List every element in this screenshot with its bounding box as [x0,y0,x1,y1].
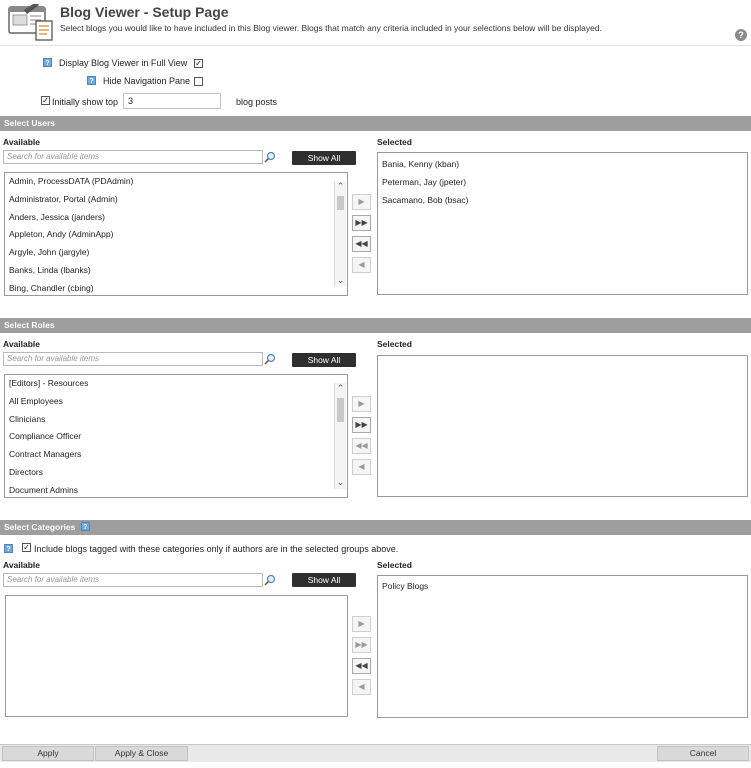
initial-show-label: Initially show top [52,97,119,107]
available-label: Available [3,339,41,349]
double-arrow-right-icon[interactable]: ▶▶ [352,215,371,231]
users-available-list[interactable] [4,172,348,296]
available-label: Available [3,560,41,570]
roles-selected-list[interactable] [377,355,748,497]
hide-nav-label: Hide Navigation Pane [103,76,191,86]
section-title: Select Categories [4,522,76,532]
help-icon[interactable]: ? [43,58,52,67]
list-item[interactable]: Argyle, John (jargyle) [9,247,90,258]
search-icon[interactable] [264,353,276,365]
available-label: Available [3,137,41,147]
include-categories-label: Include blogs tagged with these categories only if authors are in the selected groups above. [34,544,399,554]
scroll-thumb[interactable] [337,196,344,210]
selected-label: Selected [377,339,412,349]
selected-label: Selected [377,560,412,570]
page-description: Select blogs you would like to have included in this Blog viewer. Blogs that match any criteria included in your selections below will be displayed. [60,23,602,33]
double-arrow-left-icon[interactable]: ◀◀ [352,236,371,252]
list-item[interactable]: Document Admins [9,484,78,495]
apply-button[interactable]: Apply [2,746,94,761]
list-item[interactable]: Admin, ProcessDATA (PDAdmin) [9,176,134,186]
blog-setup-icon [6,4,56,42]
double-arrow-right-icon[interactable]: ▶▶ [352,417,371,433]
header-divider [0,45,751,46]
list-item[interactable]: Peterman, Jay (jpeter) [382,177,467,187]
arrow-right-icon[interactable]: ▶ [352,616,371,632]
scroll-down-icon[interactable]: ⌄ [336,275,345,285]
double-arrow-left-icon[interactable]: ◀◀ [352,658,371,674]
roles-available-list[interactable] [4,374,348,498]
initial-show-checkbox[interactable]: ✓ [42,96,49,105]
users-scrollbar[interactable] [334,181,346,287]
cancel-button[interactable]: Cancel [657,746,749,761]
roles-search-input[interactable]: Search for available items [3,352,263,366]
section-header-users: Select Users [0,116,751,131]
list-item[interactable]: Bania, Kenny (kban) [382,159,460,169]
list-item[interactable]: Contract Managers [9,449,82,460]
list-item[interactable]: [Editors] - Resources [9,378,89,388]
full-view-label: Display Blog Viewer in Full View [59,58,188,68]
scroll-up-icon[interactable]: ⌃ [336,383,345,393]
roles-scrollbar[interactable] [334,383,346,489]
blog-posts-label: blog posts [236,97,278,107]
list-item[interactable]: Administrator, Portal (Admin) [9,193,118,204]
scroll-thumb[interactable] [337,398,344,422]
double-arrow-left-icon[interactable]: ◀◀ [352,438,371,454]
users-selected-list[interactable] [377,152,748,295]
search-icon[interactable] [264,574,276,586]
list-item[interactable]: Clinicians [9,413,46,424]
initial-show-input[interactable]: 3 [123,93,221,109]
list-item[interactable]: Bing, Chandler (cbing) [9,282,94,293]
hide-nav-checkbox[interactable] [194,77,203,86]
full-view-checkbox[interactable]: ✓ [195,59,202,68]
scroll-up-icon[interactable]: ⌃ [336,181,345,191]
arrow-right-icon[interactable]: ▶ [352,396,371,412]
arrow-left-icon[interactable]: ◀ [352,459,371,475]
list-item[interactable]: Directors [9,466,44,477]
help-icon[interactable]: ? [735,29,747,41]
section-header-roles: Select Roles [0,318,751,333]
categories-selected-list[interactable] [377,575,748,718]
section-header-categories [0,520,751,535]
categories-available-list[interactable] [5,595,348,717]
list-item[interactable]: Policy Blogs [382,581,429,591]
list-item[interactable]: All Employees [9,395,63,406]
help-icon[interactable]: ? [87,76,96,85]
page-title: Blog Viewer - Setup Page [60,4,229,20]
search-icon[interactable] [264,151,276,163]
users-search-input[interactable]: Search for available items [3,150,263,164]
apply-close-button[interactable]: Apply & Close [95,746,188,761]
categories-search-input[interactable]: Search for available items [3,573,263,587]
list-item[interactable]: Compliance Officer [9,431,82,442]
list-item[interactable]: Appleton, Andy (AdminApp) [9,229,114,240]
roles-show-all-button[interactable]: Show All [292,353,356,367]
list-item[interactable]: Sacamano, Bob (bsac) [382,195,469,205]
scroll-down-icon[interactable]: ⌄ [336,477,345,487]
help-icon[interactable]: ? [81,522,90,531]
arrow-right-icon[interactable]: ▶ [352,194,371,210]
list-item[interactable]: Banks, Linda (lbanks) [9,264,91,275]
categories-show-all-button[interactable]: Show All [292,573,356,587]
double-arrow-right-icon[interactable]: ▶▶ [352,637,371,653]
selected-label: Selected [377,137,412,147]
help-icon[interactable]: ? [4,544,13,553]
arrow-left-icon[interactable]: ◀ [352,679,371,695]
arrow-left-icon[interactable]: ◀ [352,257,371,273]
list-item[interactable]: Anders, Jessica (janders) [9,211,105,222]
users-show-all-button[interactable]: Show All [292,151,356,165]
include-categories-checkbox[interactable]: ✓ [23,543,30,552]
